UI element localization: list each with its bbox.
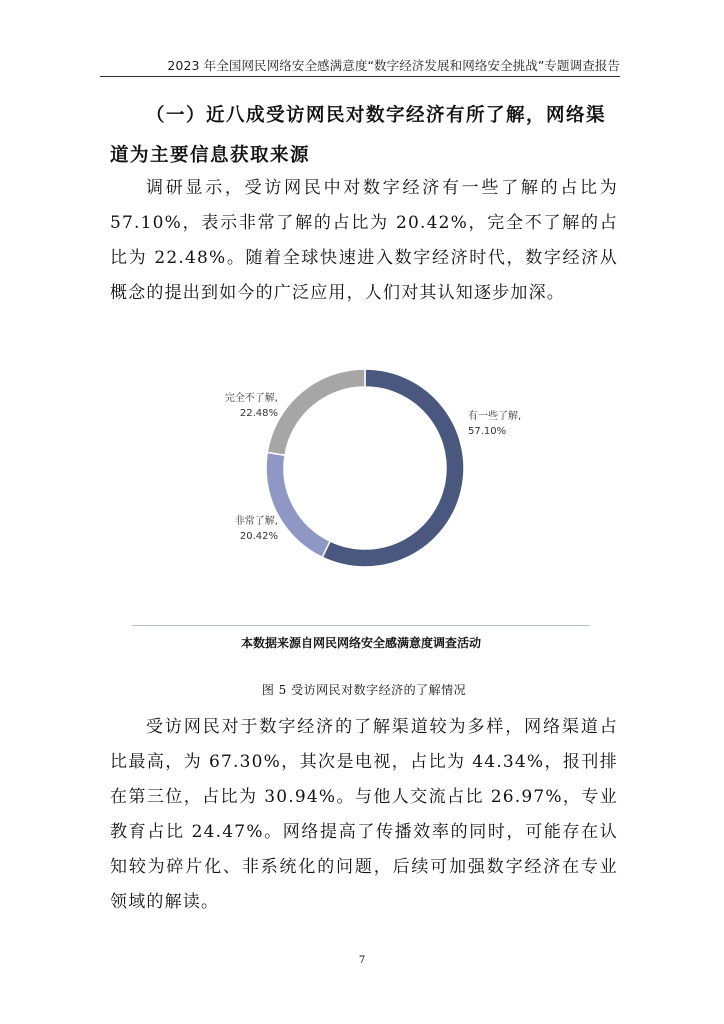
- slice-label: 完全不了解,: [224, 393, 278, 404]
- slice-label: 非常了解,: [234, 516, 278, 527]
- source-divider: [132, 625, 590, 626]
- page-number: 7: [358, 955, 366, 966]
- slice-not-aware: [267, 369, 365, 455]
- slice-aware-some: [322, 369, 464, 567]
- section-heading: （一）近八成受访网民对数字经济有所了解，网络渠道为主要信息获取来源: [110, 105, 607, 166]
- donut-chart: [0, 340, 724, 620]
- slice-value-label: 57.10%: [468, 426, 507, 437]
- slice-value-label: 22.48%: [239, 408, 278, 419]
- slice-value-label: 20.42%: [239, 531, 278, 542]
- body-paragraph: 受访网民对于数字经济的了解渠道较为多样，网络渠道占比最高，为 67.30%，其次是电视，占比为 44.34%，报刊排在第三位，占比为 30.94%。与他人交流占比 26.97%，专业教育占比 24.47%。网络提高了传播效率的同时，可能存在认知较为碎片化、非系统化的问题，后续可加强数字经济在专业领域的解读。: [110, 717, 618, 912]
- chart-source-note: 本数据来源自网民网络安全感满意度调查活动: [240, 636, 481, 650]
- slice-label: 有一些了解,: [468, 411, 522, 422]
- header-divider: [100, 76, 620, 77]
- figure-caption: 图 5 受访网民对数字经济的了解情况: [261, 683, 467, 697]
- body-paragraph: 调研显示，受访网民中对数字经济有一些了解的占比为 57.10%，表示非常了解的占比为 20.42%，完全不了解的占比为 22.48%。随着全球快速进入数字经济时代，数字经济从概念的提出到如今的广泛应用，人们对其认知逐步加深。: [110, 178, 618, 303]
- page-header: 2023 年全国网民网络安全感满意度“数字经济发展和网络安全挑战”专题调查报告: [167, 58, 620, 73]
